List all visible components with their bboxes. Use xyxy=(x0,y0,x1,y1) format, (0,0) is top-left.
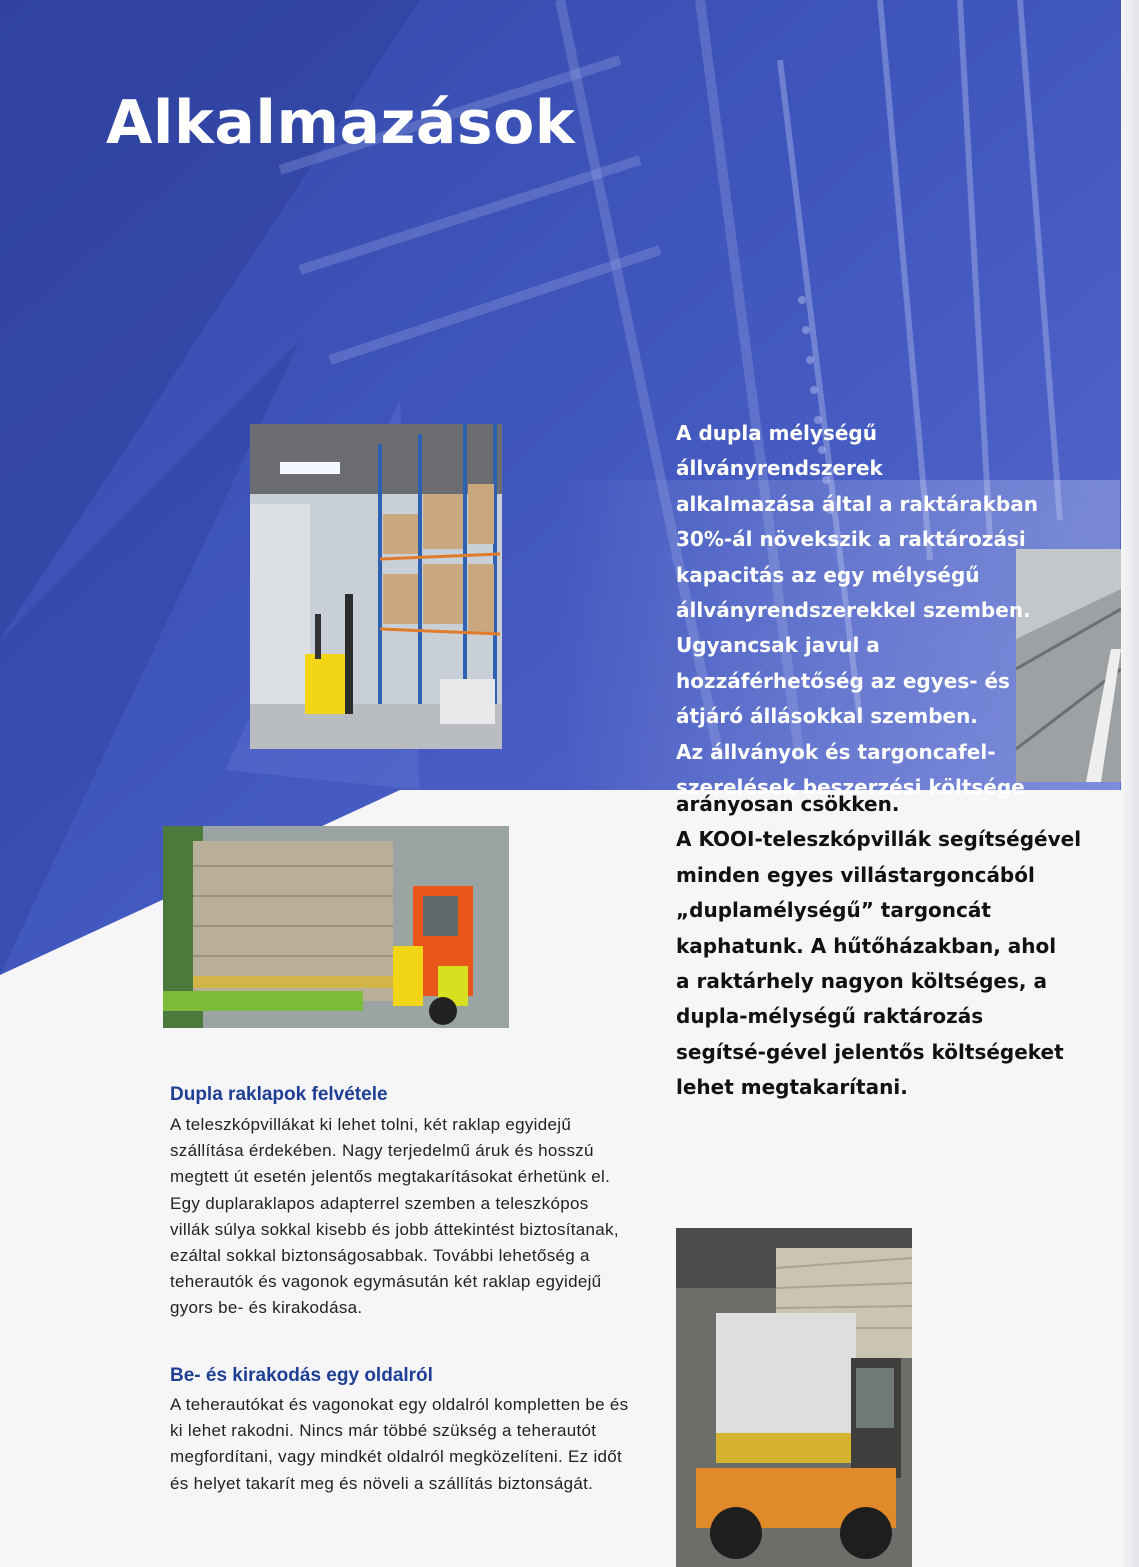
page-edge-shadow xyxy=(1121,0,1139,1567)
lead-paragraph-continued: arányosan csökken. A KOOI-teleszkópvillák segítségével minden egyes villástargoncából „duplamélységű” targoncát kaphatunk. A hűtőházakban, ahol a raktárhely nagyon költséges, a dupla-mélységű raktározás segítsé-gével jelentős költségeket lehet megtakarítani. xyxy=(676,792,1082,1100)
forklift-truck-photo xyxy=(676,1228,912,1567)
warehouse-rack-photo xyxy=(250,424,502,749)
page-title: Alkalmazások xyxy=(106,88,576,158)
truck-loading-photo xyxy=(163,826,509,1028)
lead-paragraph-on-image: A dupla mélységű állványrendszerek alkalmazása által a raktárakban 30%-ál növekszik a raktározási kapacitás az egy mélységű állványrendszerekkel szemben. Ugyancsak javul a hozzáférhetőség az egyes- és átjáró állásokkal szemben. Az állványok és targoncafel- szerelések beszerzési költsége xyxy=(676,421,1038,800)
section-heading-dual-pallets: Dupla raklapok felvétele xyxy=(170,1084,388,1105)
section-body-dual-pallets: A teleszkópvillákat ki lehet tolni, két raklap egyidejű szállítása érdekében. Nagy terjedelmű áruk és hosszú megtett út esetén jelentős megtakarításokat érhetünk el. Egy duplaraklapos adapterrel szemben a teleszkópos villák súlya sokkal kisebb és jobb áttekintést biztosítanak, ezáltal sokkal biztonságosabbak. További lehetőség a teherautók és vagonok egymásután két raklap egyidejű gyors be- és kirakodása. xyxy=(170,1115,619,1318)
section-heading-one-side-loading: Be- és kirakodás egy oldalról xyxy=(170,1365,433,1386)
section-body-one-side-loading: A teherautókat és vagonokat egy oldalról kompletten be és ki lehet rakodni. Nincs már többé szükség a teherautót megfordítani, vagy mindkét oldalról megközelíteni. Ez időt és helyet takarít meg és növeli a szállítás biztonságát. xyxy=(170,1395,629,1493)
